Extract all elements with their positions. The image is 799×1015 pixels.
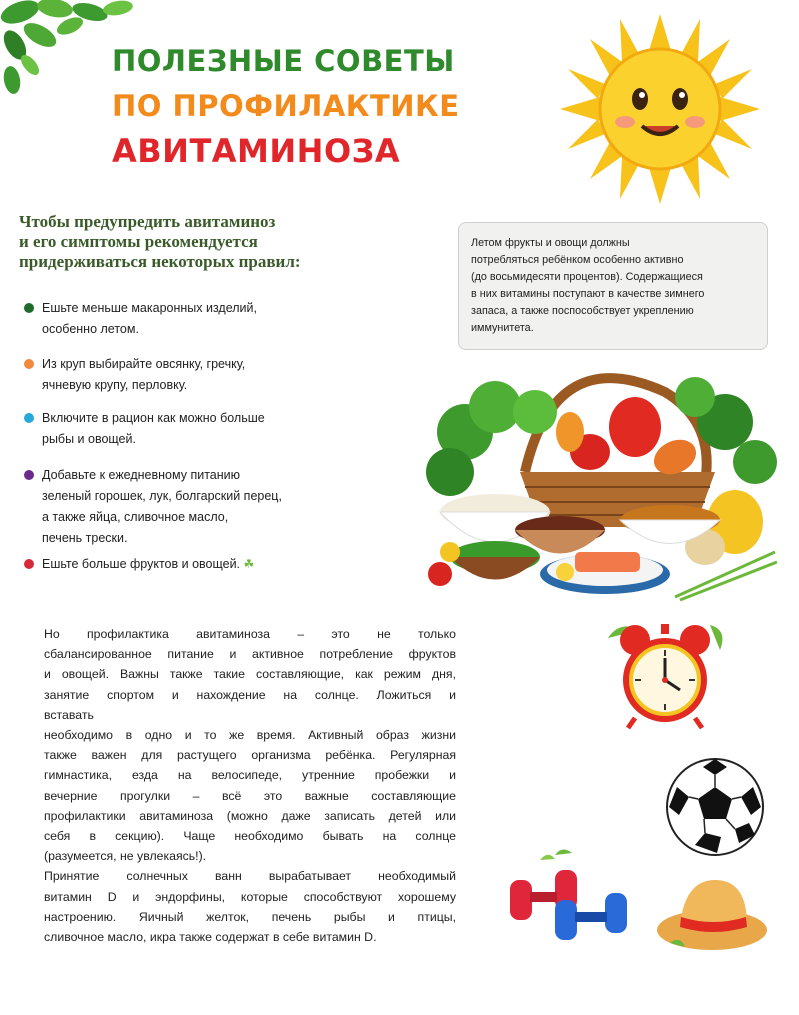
intro-text bbox=[19, 212, 349, 272]
list-item bbox=[24, 354, 324, 396]
bullet-dot bbox=[24, 359, 34, 369]
tip-line: Добавьте к ежедневному питанию bbox=[42, 468, 241, 482]
alarm-clock-icon bbox=[600, 620, 730, 730]
bullet-dot bbox=[24, 559, 34, 569]
bullet-dot bbox=[24, 303, 34, 313]
body-line: Принятие солнечных ванн вырабатывает необходимый bbox=[44, 869, 456, 884]
body-line: сбалансированное питание и активное потребление фруктов bbox=[44, 647, 456, 662]
body-line: вставать bbox=[44, 707, 94, 722]
body-line: (разумеется, не увлекаясь!). bbox=[44, 849, 207, 864]
tip-line: зеленый горошек, лук, болгарский перец, bbox=[42, 489, 282, 503]
title-line-3: АВИТАМИНОЗА bbox=[112, 132, 401, 170]
body-line: витамин D и эндорфины, которые способствуют хорошему bbox=[44, 889, 456, 904]
body-line: необходимо в одно и то же время. Активный образ жизни bbox=[44, 728, 456, 743]
list-item bbox=[24, 408, 324, 450]
body-line: вечерние прогулки – всё это важные составляющие bbox=[44, 788, 456, 803]
tip-line: рыбы и овощей. bbox=[42, 432, 136, 446]
tip-line: печень трески. bbox=[42, 531, 128, 545]
intro-line: Чтобы предупредить авитаминоз bbox=[19, 212, 276, 231]
info-line: иммунитета. bbox=[471, 322, 534, 334]
body-line: занятие спортом и нахождение на солнце. Ложиться и bbox=[44, 687, 456, 702]
tip-line: Ешьте больше фруктов и овощей. bbox=[42, 557, 241, 571]
body-line: сливочное масло, икра также содержат в себе витамин D. bbox=[44, 930, 377, 945]
body-line: Но профилактика авитаминоза – это не только bbox=[44, 627, 456, 641]
info-box bbox=[458, 222, 768, 350]
body-text bbox=[44, 624, 456, 947]
info-line: в них витамины поступают в качестве зимнего bbox=[471, 288, 705, 300]
body-line: также важен для растущего организма ребёнка. Регулярная bbox=[44, 748, 456, 763]
tip-line: Включите в рацион как можно больше bbox=[42, 411, 265, 425]
bullet-dot bbox=[24, 470, 34, 480]
dumbbells-icon bbox=[500, 845, 645, 945]
sun-icon bbox=[560, 14, 760, 204]
title-line-2: ПО ПРОФИЛАКТИКЕ bbox=[112, 89, 460, 123]
info-line: (до восьмидесяти процентов). Содержащиеся bbox=[471, 271, 703, 283]
list-item bbox=[24, 465, 324, 549]
info-line: запаса, а также поспособствует укреплению bbox=[471, 305, 694, 317]
soccer-ball-icon bbox=[665, 757, 765, 857]
body-line: и овощей. Важны также такие составляющие, как режим дня, bbox=[44, 667, 456, 682]
sprout-icon: ☘ bbox=[243, 557, 255, 571]
intro-line: придерживаться некоторых правил: bbox=[19, 252, 301, 271]
title-line-1: ПОЛЕЗНЫЕ СОВЕТЫ bbox=[112, 44, 455, 78]
list-item bbox=[24, 298, 324, 340]
intro-line: и его симптомы рекомендуется bbox=[19, 232, 258, 251]
body-line: себя в секцию). Чаще необходимо бывать на солнце bbox=[44, 829, 456, 844]
tip-line: Из круп выбирайте овсянку, гречку, bbox=[42, 357, 246, 371]
sun-hat-icon bbox=[655, 875, 770, 955]
tip-line: а также яйца, сливочное масло, bbox=[42, 510, 229, 524]
list-item bbox=[24, 554, 324, 575]
tip-line: ячневую крупу, перловку. bbox=[42, 378, 188, 392]
info-line: Летом фрукты и овощи должны bbox=[471, 237, 630, 249]
vegetable-basket-icon bbox=[425, 352, 777, 602]
info-line: потребляться ребёнком особенно активно bbox=[471, 254, 684, 266]
tip-line: Ешьте меньше макаронных изделий, bbox=[42, 301, 257, 315]
body-line: гимнастика, езда на велосипеде, утренние пробежки и bbox=[44, 768, 456, 783]
bullet-dot bbox=[24, 413, 34, 423]
body-line: настроению. Яичный желток, печень рыбы и птицы, bbox=[44, 909, 456, 924]
tip-line: особенно летом. bbox=[42, 322, 139, 336]
body-line: профилактики авитаминоза (можно даже записать детей или bbox=[44, 808, 456, 823]
